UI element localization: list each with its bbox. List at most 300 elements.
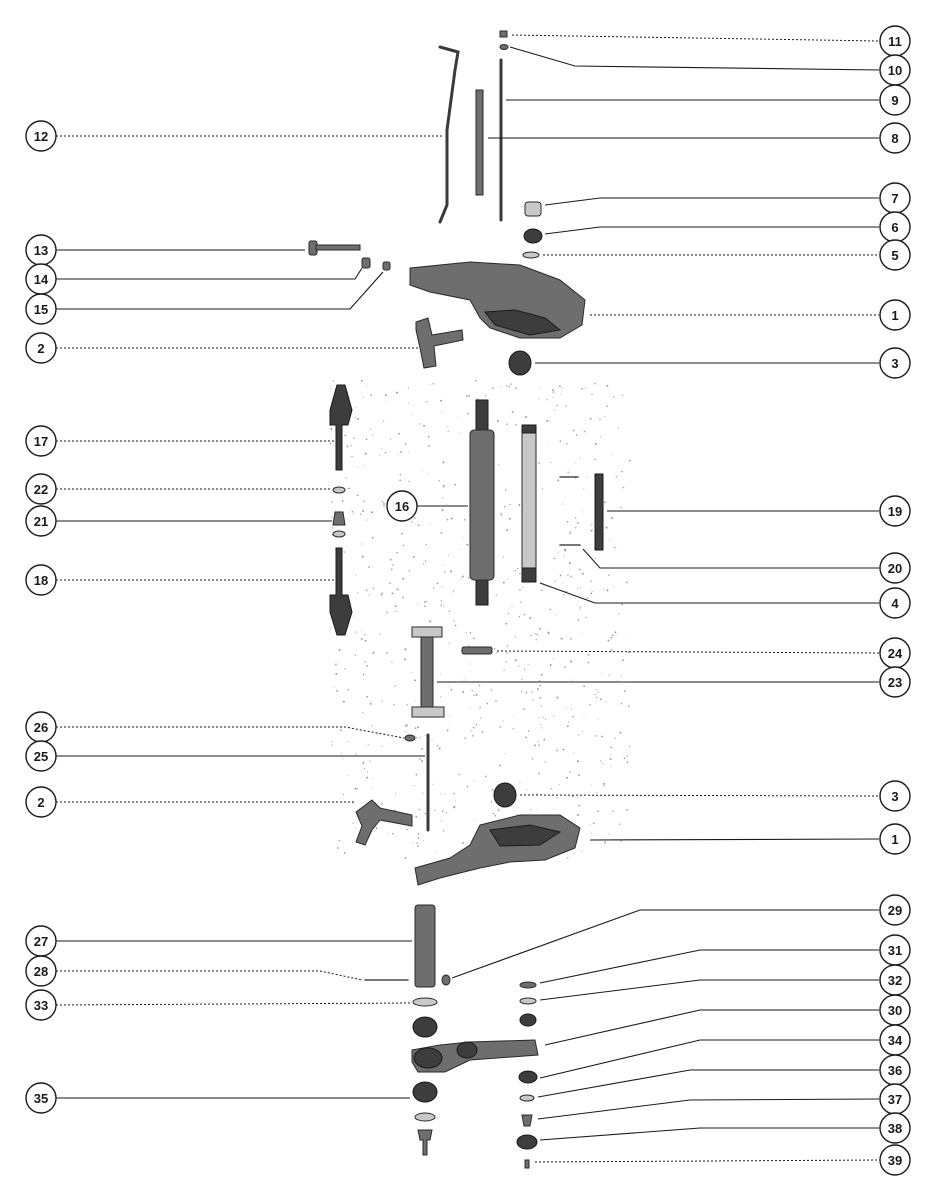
speckle-dot: [353, 513, 354, 514]
speckle-dot: [370, 429, 371, 430]
speckle-dot: [352, 616, 353, 617]
speckle-dot: [366, 777, 368, 779]
speckle-dot: [514, 715, 515, 716]
part-3-upper-nut: [509, 351, 531, 375]
speckle-dot: [366, 520, 367, 521]
speckle-dot: [386, 612, 388, 614]
speckle-dot: [563, 594, 564, 595]
speckle-dot: [491, 801, 492, 802]
speckle-dot: [518, 504, 520, 506]
speckle-dot: [383, 421, 384, 422]
speckle-dot: [360, 514, 361, 515]
callout-18-label: 18: [33, 573, 49, 588]
speckle-dot: [609, 674, 610, 675]
speckle-dot: [474, 780, 475, 781]
speckle-dot: [347, 446, 349, 448]
speckle-dot: [596, 689, 597, 690]
speckle-dot: [415, 700, 416, 701]
speckle-dot: [543, 739, 545, 741]
part-34-nut: [519, 1071, 537, 1083]
speckle-dot: [366, 438, 368, 440]
speckle-dot: [621, 676, 622, 677]
speckle-dot: [441, 820, 442, 821]
speckle-dot: [447, 426, 448, 427]
leader-lines: [56, 35, 879, 1162]
speckle-dot: [583, 685, 585, 687]
speckle-dot: [524, 669, 525, 670]
speckle-dot: [597, 792, 598, 793]
speckle-dot: [622, 395, 623, 396]
callout-19: [880, 496, 910, 526]
part-35-washer: [415, 1113, 435, 1121]
speckle-dot: [524, 614, 525, 615]
speckle-dot: [462, 575, 464, 577]
speckle-dot: [513, 571, 514, 572]
speckle-dot: [467, 413, 469, 415]
speckle-dot: [429, 620, 431, 622]
speckle-dot: [467, 786, 469, 788]
speckle-dot: [402, 578, 404, 580]
speckle-dot: [441, 412, 442, 413]
callout-10: [880, 55, 910, 85]
speckle-dot: [578, 774, 580, 776]
speckle-dot: [420, 737, 421, 738]
speckle-dot: [430, 523, 431, 524]
speckle-dot: [381, 593, 383, 595]
speckle-dot: [538, 462, 540, 464]
speckle-dot: [586, 477, 587, 478]
speckle-dot: [446, 707, 447, 708]
speckle-dot: [443, 486, 444, 487]
speckle-dot: [367, 771, 368, 772]
speckle-dot: [353, 438, 354, 439]
speckle-dot: [585, 387, 586, 388]
speckle-dot: [383, 506, 384, 507]
part-35-nut: [413, 1082, 437, 1102]
speckle-dot: [566, 707, 567, 708]
speckle-dot: [418, 837, 420, 839]
callout-17-label: 17: [33, 434, 49, 449]
speckle-dot: [627, 756, 628, 757]
speckle-dot: [604, 841, 606, 843]
speckle-dot: [440, 794, 441, 795]
speckle-dot: [363, 397, 364, 398]
speckle-dot: [472, 735, 474, 737]
speckle-dot: [335, 664, 337, 666]
speckle-dot: [343, 701, 345, 703]
speckle-dot: [565, 550, 567, 552]
leader-31: [540, 950, 879, 983]
speckle-dot: [377, 733, 378, 734]
speckle-dot: [550, 462, 551, 463]
speckle-dot: [381, 803, 383, 805]
speckle-dot: [473, 637, 475, 639]
speckle-dot: [540, 724, 541, 725]
speckle-dot: [563, 749, 565, 751]
speckle-dot: [525, 416, 527, 418]
speckle-dot: [495, 815, 497, 817]
callout-12: [26, 121, 56, 151]
speckle-dot: [572, 796, 573, 797]
speckle-dot: [467, 544, 469, 546]
speckle-dot: [453, 793, 455, 795]
speckle-dot: [485, 776, 487, 778]
speckle-dot: [500, 513, 502, 515]
speckle-dot: [451, 689, 453, 691]
speckle-dot: [556, 697, 558, 699]
speckle-dot: [330, 443, 331, 444]
speckle-dot: [458, 774, 459, 775]
callout-22: [26, 474, 56, 504]
speckle-dot: [440, 532, 442, 534]
speckle-dot: [439, 480, 440, 481]
speckle-dot: [385, 452, 387, 454]
speckle-dot: [443, 564, 444, 565]
speckle-dot: [590, 418, 592, 420]
callout-8: [880, 123, 910, 153]
speckle-dot: [403, 545, 404, 546]
callout-32: [880, 965, 910, 995]
speckle-dot: [357, 418, 359, 420]
speckle-dot: [371, 701, 372, 702]
leader-14: [56, 268, 362, 279]
speckle-dot: [508, 386, 510, 388]
speckle-dot: [424, 601, 426, 603]
speckle-dot: [570, 576, 571, 577]
speckle-dot: [606, 385, 608, 387]
speckle-dot: [614, 737, 615, 738]
speckle-dot: [528, 730, 529, 731]
speckle-dot: [539, 685, 541, 687]
speckle-dot: [425, 560, 426, 561]
speckle-dot: [592, 591, 593, 592]
speckle-dot: [426, 601, 427, 602]
speckle-dot: [550, 664, 552, 666]
speckle-dot: [441, 600, 442, 601]
speckle-dot: [361, 638, 363, 640]
speckle-dot: [491, 789, 493, 791]
leader-6: [545, 227, 879, 234]
speckle-dot: [419, 758, 421, 760]
speckle-dot: [546, 399, 547, 400]
speckle-dot: [409, 570, 410, 571]
callout-4-label: 4: [891, 596, 899, 611]
speckle-dot: [440, 400, 442, 402]
speckle-dot: [505, 623, 507, 625]
callout-24-label: 24: [887, 646, 903, 661]
speckle-dot: [567, 725, 569, 727]
speckle-dot: [591, 581, 592, 582]
speckle-dot: [538, 744, 540, 746]
speckle-dot: [573, 853, 574, 854]
speckle-dot: [579, 568, 581, 570]
speckle-dot: [613, 396, 614, 397]
part-37-screw: [522, 1115, 532, 1126]
speckle-dot: [537, 810, 538, 811]
speckle-dot: [344, 435, 346, 437]
speckle-dot: [348, 741, 349, 742]
speckle-dot: [433, 588, 434, 589]
callout-3a: [880, 348, 910, 378]
speckle-dot: [493, 813, 495, 815]
callout-25-label: 25: [33, 749, 49, 764]
speckle-dot: [447, 519, 449, 521]
speckle-dot: [406, 704, 407, 705]
callout-26: [26, 712, 56, 742]
speckle-dot: [423, 563, 424, 564]
speckle-dot: [542, 717, 543, 718]
speckle-dot: [626, 582, 628, 584]
speckle-dot: [502, 720, 503, 721]
speckle-dot: [611, 766, 612, 767]
leader-39: [535, 1160, 879, 1162]
speckle-dot: [591, 524, 592, 525]
speckle-dot: [446, 812, 447, 813]
leader-15: [56, 272, 383, 309]
speckle-dot: [448, 555, 449, 556]
speckle-dot: [487, 703, 489, 705]
speckle-dot: [466, 632, 467, 633]
speckle-dot: [426, 544, 427, 545]
speckle-dot: [453, 620, 454, 621]
callout-11: [880, 26, 910, 56]
speckle-dot: [355, 417, 356, 418]
speckle-dot: [368, 566, 370, 568]
speckle-dot: [509, 504, 510, 505]
part-3-lower-nut: [494, 783, 516, 807]
speckle-dot: [480, 718, 481, 719]
speckle-dot: [408, 481, 409, 482]
callout-6: [880, 212, 910, 242]
speckle-dot: [473, 727, 475, 729]
speckle-dot: [497, 420, 499, 422]
speckle-dot: [370, 394, 372, 396]
speckle-dot: [420, 423, 421, 424]
speckle-dot: [519, 573, 521, 575]
callout-31-label: 31: [887, 943, 903, 958]
part-15-nut: [383, 262, 390, 270]
speckle-dot: [470, 664, 471, 665]
speckle-dot: [395, 793, 396, 794]
leader-37: [538, 1099, 879, 1119]
part-1-lower-bracket: [415, 815, 580, 885]
speckle-dot: [370, 703, 372, 705]
speckle-dot: [344, 551, 346, 553]
speckle-dot: [473, 695, 474, 696]
callout-31: [880, 935, 910, 965]
speckle-dot: [586, 597, 588, 599]
speckle-dot: [442, 497, 443, 498]
speckle-dot: [553, 397, 554, 398]
speckle-dot: [331, 627, 332, 628]
speckle-dot: [356, 631, 357, 632]
speckle-dot: [386, 401, 387, 402]
speckle-dot: [387, 833, 388, 834]
callout-30: [880, 995, 910, 1025]
speckle-dot: [414, 679, 416, 681]
speckle-dot: [548, 632, 550, 634]
callout-13: [26, 235, 56, 265]
callout-19-label: 19: [887, 504, 903, 519]
speckle-dot: [372, 435, 373, 436]
speckle-dot: [339, 840, 340, 841]
callout-27-label: 27: [33, 934, 49, 949]
speckle-dot: [454, 484, 456, 486]
speckle-dot: [458, 417, 459, 418]
speckle-dot: [628, 705, 630, 707]
callout-17: [26, 426, 56, 456]
callout-20: [880, 553, 910, 583]
speckle-dot: [348, 775, 349, 776]
speckle-dot: [627, 761, 629, 763]
callout-32-label: 32: [887, 973, 903, 988]
speckle-dot: [542, 579, 543, 580]
speckle-dot: [383, 503, 385, 505]
speckle-dot: [598, 692, 599, 693]
speckle-dot: [566, 777, 568, 779]
speckle-dot: [613, 586, 614, 587]
speckle-dot: [529, 617, 531, 619]
callout-1a-label: 1: [891, 308, 899, 323]
part-35-screw: [418, 1130, 432, 1155]
speckle-dot: [503, 582, 505, 584]
speckle-dot: [422, 469, 423, 470]
speckle-dot: [602, 763, 603, 764]
speckle-dot: [629, 746, 630, 747]
speckle-dot: [623, 487, 625, 489]
speckle-dot: [508, 613, 509, 614]
speckle-dot: [541, 589, 542, 590]
speckle-dot: [573, 753, 574, 754]
speckle-dot: [381, 505, 382, 506]
speckle-dot: [573, 430, 575, 432]
part-38-nut: [517, 1135, 537, 1149]
speckle-dot: [417, 726, 419, 728]
speckle-dot: [600, 760, 601, 761]
speckle-dot: [372, 778, 373, 779]
callout-13-label: 13: [33, 243, 49, 258]
speckle-dot: [418, 525, 420, 527]
speckle-dot: [355, 655, 356, 656]
speckle-dot: [415, 816, 417, 818]
speckle-dot: [556, 750, 558, 752]
part-22-oring: [333, 487, 345, 493]
speckle-dot: [337, 847, 339, 849]
speckle-dot: [537, 793, 538, 794]
speckle-dot: [538, 741, 539, 742]
speckle-dot: [539, 628, 541, 630]
callout-5: [880, 240, 910, 270]
part-31-washer: [520, 982, 536, 988]
speckle-dot: [365, 640, 367, 642]
speckle-dot: [442, 586, 443, 587]
callout-10-label: 10: [887, 63, 903, 78]
callout-39: [880, 1145, 910, 1175]
speckle-dot: [521, 679, 522, 680]
speckle-dot: [372, 537, 374, 539]
speckle-dot: [583, 488, 584, 489]
speckle-dot: [521, 691, 522, 692]
speckle-dot: [331, 517, 332, 518]
speckle-dot: [355, 828, 356, 829]
callout-2a: [26, 333, 56, 363]
part-2-lower-handle: [356, 800, 412, 845]
speckle-dot: [567, 574, 568, 575]
speckle-dot: [577, 604, 578, 605]
speckle-dot: [560, 440, 562, 442]
speckle-dot: [462, 842, 464, 844]
speckle-dot: [365, 453, 367, 455]
speckle-dot: [505, 753, 506, 754]
speckle-dot: [430, 384, 431, 385]
speckle-dot: [432, 784, 433, 785]
callout-3b: [880, 781, 910, 811]
speckle-dot: [609, 539, 610, 540]
speckle-dot: [389, 583, 391, 585]
speckle-dot: [404, 658, 406, 660]
speckle-dot: [362, 556, 364, 558]
speckle-dot: [444, 793, 445, 794]
speckle-dot: [539, 717, 540, 718]
speckle-dot: [520, 602, 521, 603]
speckle-dot: [595, 443, 597, 445]
speckle-dot: [434, 810, 435, 811]
part-5-washer: [523, 252, 539, 258]
speckle-dot: [545, 761, 546, 762]
speckle-dot: [562, 387, 563, 388]
speckle-dot: [575, 517, 576, 518]
speckle-dot: [567, 472, 569, 474]
speckle-dot: [330, 428, 332, 430]
callout-14: [26, 264, 56, 294]
speckle-dot: [591, 785, 592, 786]
speckle-dot: [626, 809, 628, 811]
speckle-dot: [517, 568, 518, 569]
speckle-dot: [503, 557, 504, 558]
speckle-dot: [614, 547, 615, 548]
speckle-dot: [364, 465, 365, 466]
callout-21: [26, 506, 56, 536]
speckle-dot: [400, 451, 402, 453]
speckle-dot: [348, 487, 350, 489]
speckle-dot: [578, 619, 580, 621]
speckle-dot: [589, 824, 590, 825]
speckle-dot: [620, 507, 621, 508]
speckle-dot: [512, 411, 514, 413]
speckle-dot: [510, 383, 511, 384]
speckle-dot: [418, 833, 420, 835]
speckle-dot: [604, 589, 605, 590]
speckle-dot: [423, 840, 424, 841]
part-26-small-part: [405, 735, 415, 741]
speckle-dot: [581, 851, 582, 852]
speckle-dot: [519, 616, 520, 617]
speckle-dot: [570, 638, 571, 639]
callout-9: [880, 85, 910, 115]
speckle-dot: [559, 784, 560, 785]
part-16-shaft: [470, 400, 494, 605]
speckle-dot: [570, 531, 572, 533]
speckle-dot: [511, 606, 512, 607]
speckle-dot: [554, 809, 555, 810]
callout-33: [26, 990, 56, 1020]
callout-37-label: 37: [887, 1092, 903, 1107]
callout-7: [880, 183, 910, 213]
callout-11-label: 11: [888, 34, 902, 49]
speckle-dot: [495, 700, 496, 701]
speckle-dot: [495, 595, 496, 596]
speckle-dot: [582, 633, 583, 634]
